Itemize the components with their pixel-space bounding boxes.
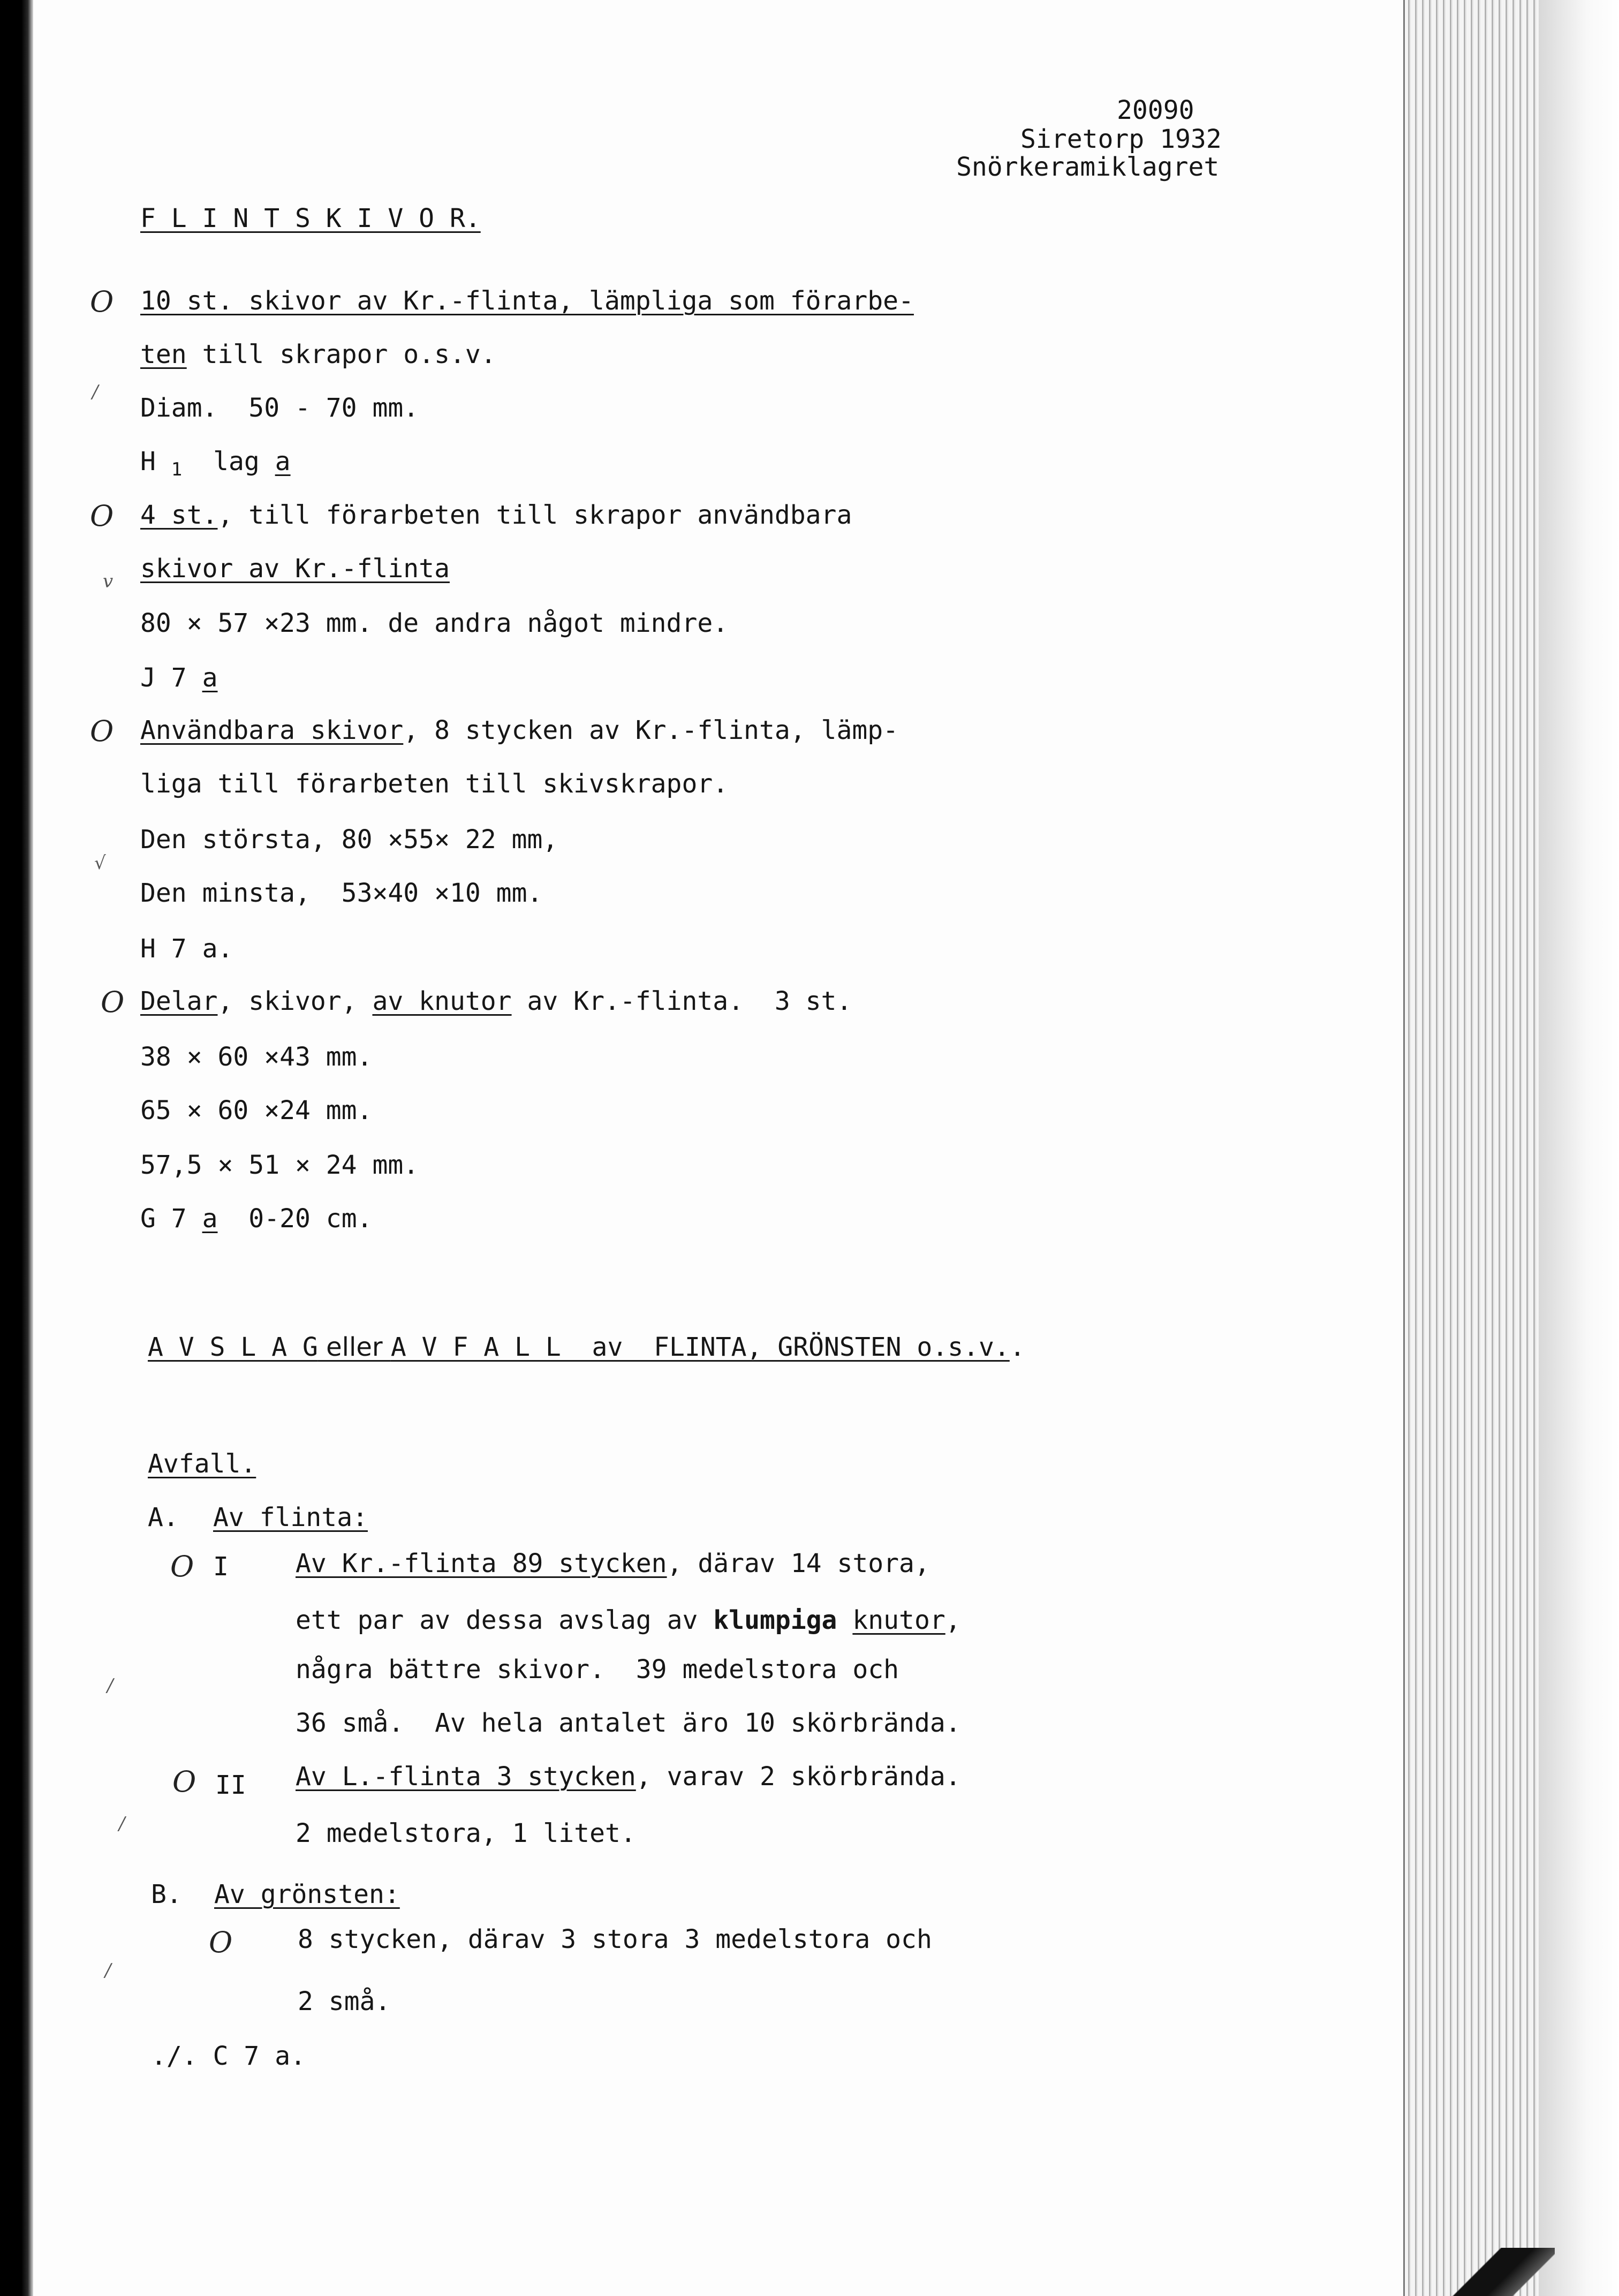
item-i-line2: ett par av dessa avslag av klumpiga knutor,	[296, 1605, 961, 1635]
group-a-title: Av flinta:	[213, 1502, 368, 1532]
item-i-numeral: I	[213, 1552, 229, 1582]
margin-check-mark: /	[119, 1813, 125, 1834]
entry4-line3: 65 × 60 ×24 mm.	[140, 1096, 373, 1126]
section2-reference: ./. C 7 a.	[151, 2041, 306, 2071]
handwritten-circle-mark: O	[209, 1925, 233, 1959]
check-mark: /	[92, 381, 99, 403]
entry4-line1: Delar, skivor, av knutor av Kr.-flinta. 3 st.	[140, 986, 852, 1016]
entry1-line1: 10 st. skivor av Kr.-flinta, lämpliga som förarbe-	[140, 286, 914, 316]
item-ii-numeral: II	[215, 1770, 246, 1800]
margin-check-mark: /	[105, 1960, 111, 1981]
handwritten-circle-mark: O	[101, 985, 125, 1019]
item-i-line1: Av Kr.-flinta 89 stycken, därav 14 stora,	[296, 1549, 930, 1578]
page-corner-shadow	[1432, 2248, 1555, 2296]
entry2-line1: 4 st., till förarbeten till skrapor användbara	[140, 500, 852, 530]
item-b-line2: 2 små.	[298, 1987, 391, 2016]
check-mark: v	[103, 571, 114, 592]
entry4-line2: 38 × 60 ×43 mm.	[140, 1042, 373, 1072]
entry3-reference: H 7 a.	[140, 934, 233, 964]
entry3-line2: liga till förarbeten till skivskrapor.	[140, 769, 729, 799]
section-title-flintskivor: F L I N T S K I V O R.	[140, 203, 481, 233]
section-title-avslag: A V S L A G eller A V F A L L av FLINTA, GRÖNSTEN o.s.v..	[148, 1332, 1025, 1362]
group-b-title: Av grönsten:	[214, 1879, 400, 1909]
handwritten-circle-mark: O	[90, 499, 114, 533]
entry3-line4: Den minsta, 53×40 ×10 mm.	[140, 878, 543, 908]
handwritten-circle-mark: O	[90, 714, 114, 748]
entry4-reference: G 7 a 0-20 cm.	[140, 1204, 373, 1234]
entry1-reference: H $_1$ lag a	[140, 447, 291, 480]
entry3-line3: Den största, 80 ×55× 22 mm,	[140, 825, 558, 855]
margin-check-mark: /	[107, 1675, 114, 1696]
handwritten-circle-mark: O	[90, 285, 114, 319]
entry3-line1: Användbara skivor, 8 stycken av Kr.-flinta, lämp-	[140, 715, 899, 745]
subtitle-avfall: Avfall.	[148, 1449, 256, 1479]
page-edge-shade	[1539, 0, 1619, 2296]
site-name: Siretorp 1932	[1020, 124, 1222, 154]
entry2-line2: skivor av Kr.-flinta	[140, 554, 450, 584]
binding-spine	[0, 0, 33, 2296]
entry4-line4: 57,5 × 51 × 24 mm.	[140, 1150, 419, 1180]
item-ii-line1: Av L.-flinta 3 stycken, varav 2 skörbrända.	[296, 1762, 961, 1792]
layer-name: Snörkeramiklagret	[956, 152, 1220, 182]
catalog-number: 20090	[1117, 95, 1194, 125]
item-i-line3: några bättre skivor. 39 medelstora och	[296, 1655, 899, 1685]
group-b-label: B.	[151, 1879, 182, 1909]
item-i-line4: 36 små. Av hela antalet äro 10 skörbrända.	[296, 1708, 961, 1738]
group-a-label: A.	[148, 1502, 179, 1532]
check-mark: √	[94, 852, 106, 874]
entry2-line3: 80 × 57 ×23 mm. de andra något mindre.	[140, 608, 729, 638]
item-ii-line2: 2 medelstora, 1 litet.	[296, 1818, 636, 1848]
entry1-line2: ten till skrapor o.s.v.	[140, 339, 496, 369]
item-b-line1: 8 stycken, därav 3 stora 3 medelstora och	[298, 1924, 932, 1954]
handwritten-circle-mark: O	[170, 1550, 194, 1583]
handwritten-circle-mark: O	[172, 1765, 196, 1799]
entry1-line3: Diam. 50 - 70 mm.	[140, 393, 419, 423]
entry2-reference: J 7 a	[140, 663, 218, 693]
